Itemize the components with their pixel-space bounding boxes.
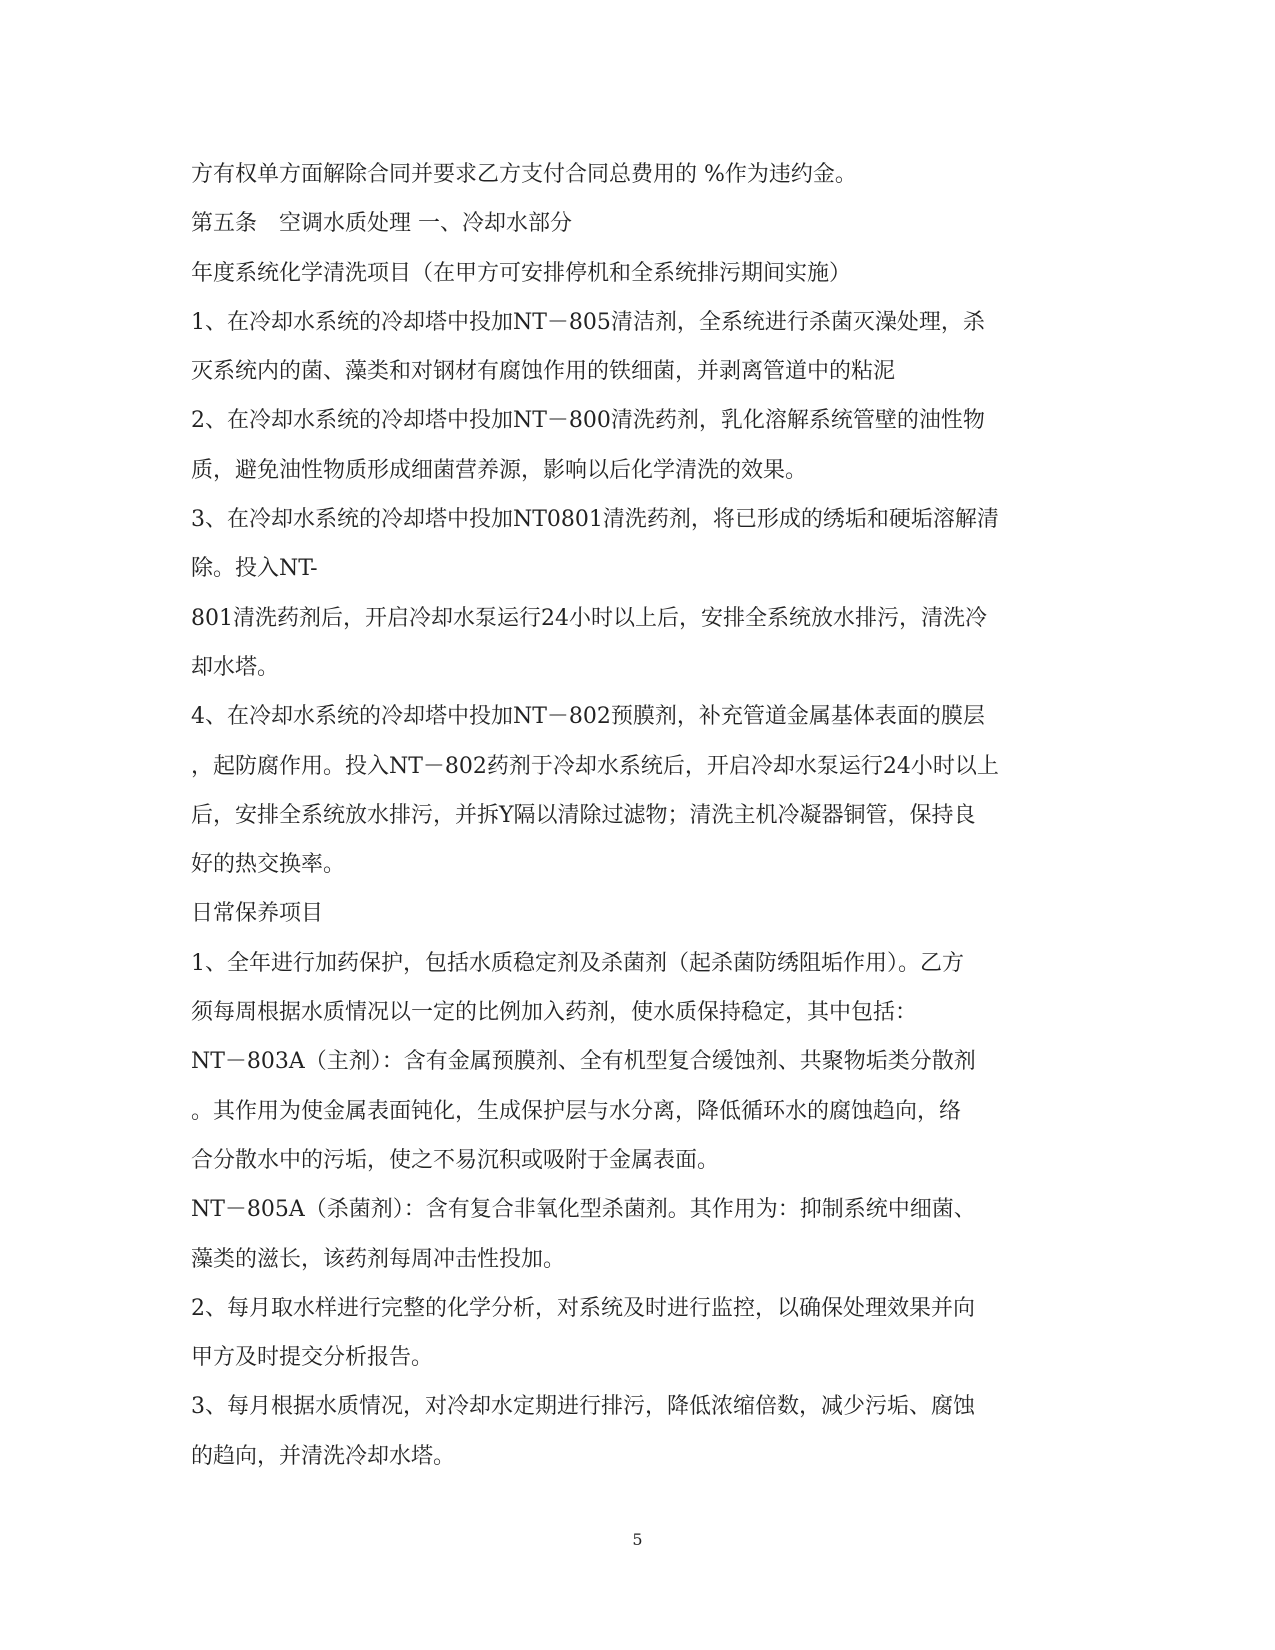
- text-line: 质，避免油性物质形成细菌营养源，影响以后化学清洗的效果。: [191, 457, 808, 483]
- text-line: 的趋向，并清洗冷却水塔。: [191, 1443, 456, 1469]
- text-line: 2、在冷却水系统的冷却塔中投加NT－800清洗药剂，乳化溶解系统管壁的油性物: [191, 408, 985, 434]
- page-number: 5: [632, 1530, 643, 1549]
- text-line: 1、在冷却水系统的冷却塔中投加NT－805清洁剂，全系统进行杀菌灭澡处理，杀: [191, 309, 985, 335]
- text-line: 好的热交换率。: [191, 852, 346, 878]
- document-body: [191, 150, 1081, 1481]
- section-heading: 第五条 空调水质处理 一、冷却水部分: [191, 211, 572, 237]
- text-line: 藻类的滋长，该药剂每周冲击性投加。: [191, 1246, 566, 1272]
- text-line: NT－803A（主剂）：含有金属预膜剂、全有机型复合缓蚀剂、共聚物垢类分散剂: [191, 1049, 976, 1075]
- text-line: 3、在冷却水系统的冷却塔中投加NT0801清洗药剂，将已形成的绣垢和硬垢溶解清: [191, 507, 999, 533]
- text-line: 后，安排全系统放水排污，并拆Y隔以清除过滤物；清洗主机冷凝器铜管，保持良: [191, 802, 976, 828]
- text-line: 2、每月取水样进行完整的化学分析，对系统及时进行监控，以确保处理效果并向: [191, 1295, 975, 1321]
- text-line: 方有权单方面解除合同并要求乙方支付合同总费用的 %作为违约金。: [191, 162, 857, 187]
- text-line: ，起防腐作用。投入NT－802药剂于冷却水系统后，开启冷却水泵运行24小时以上: [191, 753, 999, 779]
- text-line: 却水塔。: [191, 654, 280, 680]
- text-line: 灭系统内的菌、藻类和对钢材有腐蚀作用的铁细菌，并剥离管道中的粘泥: [191, 359, 896, 385]
- text-line: 除。投入NT-: [191, 556, 318, 582]
- text-line: 甲方及时提交分析报告。: [191, 1345, 434, 1371]
- subheading: 年度系统化学清洗项目（在甲方可安排停机和全系统排污期间实施）: [191, 260, 852, 286]
- subheading: 日常保养项目: [191, 901, 324, 927]
- text-line: 1、全年进行加药保护，包括水质稳定剂及杀菌剂（起杀菌防绣阻垢作用）。乙方: [191, 950, 964, 976]
- text-line: NT－805A（杀菌剂）：含有复合非氧化型杀菌剂。其作用为：抑制系统中细菌、: [191, 1197, 976, 1223]
- text-line: 801清洗药剂后，开启冷却水泵运行24小时以上后，安排全系统放水排污，清洗冷: [191, 605, 987, 631]
- text-line: 3、每月根据水质情况，对冷却水定期进行排污，降低浓缩倍数，减少污垢、腐蚀: [191, 1394, 975, 1420]
- text-line: 合分散水中的污垢，使之不易沉积或吸附于金属表面。: [191, 1147, 720, 1173]
- text-line: 。其作用为使金属表面钝化，生成保护层与水分离，降低循环水的腐蚀趋向，络: [191, 1098, 962, 1124]
- text-line: 须每周根据水质情况以一定的比例加入药剂，使水质保持稳定，其中包括：: [191, 1000, 918, 1026]
- text-line: 4、在冷却水系统的冷却塔中投加NT－802预膜剂，补充管道金属基体表面的膜层: [191, 704, 985, 730]
